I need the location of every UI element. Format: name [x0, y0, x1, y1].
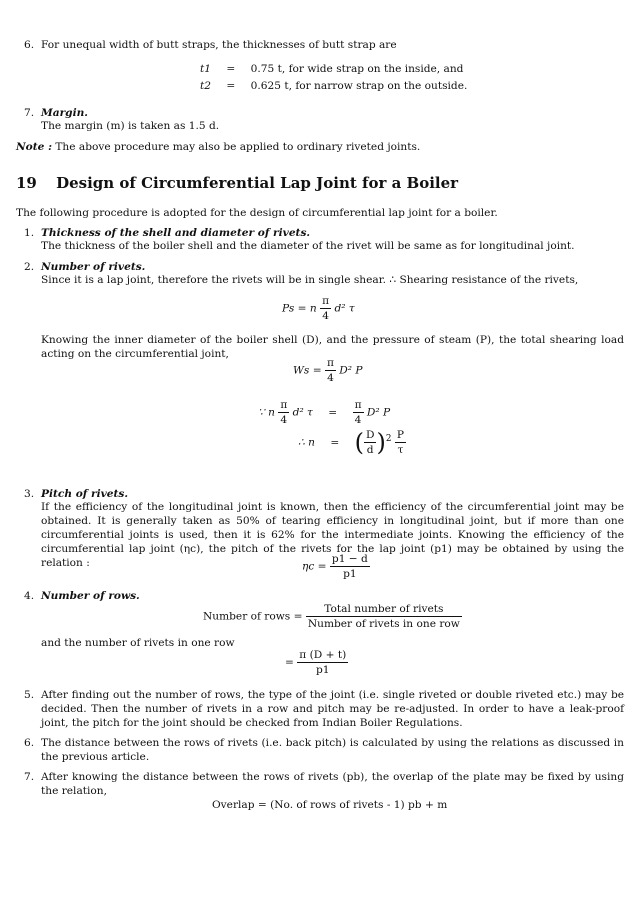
fraction: $\frac{\pi (D + t)}{p1}$ — [299, 649, 347, 676]
eq-lhs: Ws = — [293, 364, 322, 377]
fraction: $\frac{\pi}{4}$ — [326, 357, 334, 384]
item-title: Margin. — [41, 107, 88, 119]
item-number: 4. — [24, 590, 35, 602]
eq-lhs: = — [285, 656, 294, 669]
equation-eta — [302, 552, 370, 581]
item-number: 3. — [24, 488, 35, 500]
item-number: 6. — [24, 737, 35, 749]
eq-rhs: 0.75 t, for wide strap on the inside, and — [250, 63, 464, 75]
paren-close: ) — [376, 428, 386, 457]
item-title: Pitch of rivets. — [41, 488, 129, 500]
equation-overlap: Overlap = (No. of rows of rivets - 1) pb + m — [212, 799, 448, 811]
step-5 — [24, 688, 624, 732]
eq-mid: d² τ — [292, 406, 313, 419]
item-text: After finding out the number of rows, the type of the joint (i.e. single riveted or double riveted etc.) may be decided. Then the number of rivets in a row and pitch may be re-adjusted. In order to have a leak-proof joint, the pitch for the joint should be checked from Indian Boiler Regulations. — [41, 689, 624, 729]
item-title: Number of rivets. — [41, 261, 146, 273]
item-number: 2. — [24, 261, 35, 273]
item-number: 7. — [24, 771, 35, 783]
item-text: The distance between the rows of rivets (i.e. back pitch) is calculated by using the relations as discussed in the previous article. — [41, 737, 624, 763]
eq-lhs: t1 — [200, 63, 211, 75]
list-item-6 — [24, 38, 624, 54]
fraction: $\frac{\pi}{4}$ — [280, 399, 288, 426]
section-number: 19 — [16, 174, 37, 192]
equation-ps — [282, 294, 355, 323]
item-number: 1. — [24, 227, 35, 239]
step-2-text-2: Knowing the inner diameter of the boiler shell (D), and the pressure of steam (P), the total shearing load acting on the circumferential joint, — [41, 334, 624, 360]
eq-operator: = — [330, 436, 340, 449]
item-text: If the efficiency of the longitudinal joint is known, then the efficiency of the circumferential joint may be obtained. It is generally taken as 50% of tearing efficiency in longitudinal joint, but if more than one circumferential joints is used, then it is 62% for the intermediate joints. Knowing the efficiency of the circumferential lap joint (ηc), the pitch of the rivets for the lap joint (p1) may be obtained by using the relation : — [41, 501, 624, 569]
equation-balance — [258, 398, 390, 427]
equation-ws — [293, 356, 363, 385]
eq-rhs: D² P — [339, 364, 363, 377]
fraction: $\frac{p1 - d}{p1}$ — [331, 553, 368, 580]
note-label: Note : — [16, 141, 52, 153]
item-text: After knowing the distance between the rows of rivets (pb), the overlap of the plate may be fixed by using the relation, — [41, 771, 624, 797]
step-1 — [24, 226, 624, 256]
paren-open: ( — [354, 428, 364, 457]
eq-lhs: ηc = — [302, 560, 327, 573]
list-item-7 — [24, 106, 624, 136]
item-text: Since it is a lap joint, therefore the rivets will be in single shear. ∴ Shearing resistance of the rivets, — [41, 274, 579, 286]
item-title: Thickness of the shell and diameter of rivets. — [41, 227, 311, 239]
eq-lhs: ∵ n — [258, 406, 275, 419]
eq-operator: = — [226, 80, 236, 92]
item-number: 7. — [24, 107, 35, 119]
item-number: 5. — [24, 689, 35, 701]
equation-rows — [203, 602, 462, 631]
step-6 — [24, 736, 624, 766]
eq-lhs: t2 — [200, 80, 211, 92]
note-text: The above procedure may also be applied to ordinary riveted joints. — [55, 141, 421, 153]
item-title: Number of rows. — [41, 590, 140, 602]
fraction: $\frac{D}{d}$ — [365, 429, 375, 456]
section-title: Design of Circumferential Lap Joint for a Boiler — [56, 174, 459, 192]
fraction: $\frac{\text{Total number of rivets}}{\text{Number of rivets in one row}}$ — [307, 603, 460, 630]
fraction: $\frac{\pi}{4}$ — [322, 295, 330, 322]
equation-t1 — [200, 62, 463, 76]
step-4-text: and the number of rivets in one row — [41, 637, 235, 649]
equation-t2 — [200, 79, 467, 93]
eq-lhs: Number of rows = — [203, 610, 303, 623]
item-text: The margin (m) is taken as 1.5 d. — [41, 120, 220, 132]
fraction: $\frac{\pi}{4}$ — [354, 399, 362, 426]
eq-rhs: d² τ — [334, 302, 355, 315]
eq-lhs: ∴ n — [298, 436, 315, 449]
equation-rivets-per-row — [285, 648, 348, 677]
eq-operator: = — [226, 63, 236, 75]
eq-operator: = — [328, 406, 338, 419]
eq-rhs: D² P — [366, 406, 391, 419]
fraction: $\frac{P}{\tau}$ — [396, 429, 404, 456]
eq-rhs: 0.625 t, for narrow strap on the outside. — [250, 80, 468, 92]
step-7 — [24, 770, 624, 800]
item-number: 6. — [24, 39, 35, 51]
section-intro: The following procedure is adopted for the design of circumferential lap joint for a boiler. — [16, 207, 498, 219]
exponent: 2 — [385, 433, 392, 444]
note — [16, 140, 420, 154]
item-text: For unequal width of butt straps, the thicknesses of butt strap are — [41, 39, 397, 51]
equation-n — [298, 428, 406, 457]
section-heading — [16, 176, 458, 190]
eq-lhs: Ps = n — [282, 302, 317, 315]
step-2 — [24, 260, 624, 290]
item-text: The thickness of the boiler shell and the diameter of the rivet will be same as for longitudinal joint. — [41, 240, 575, 252]
